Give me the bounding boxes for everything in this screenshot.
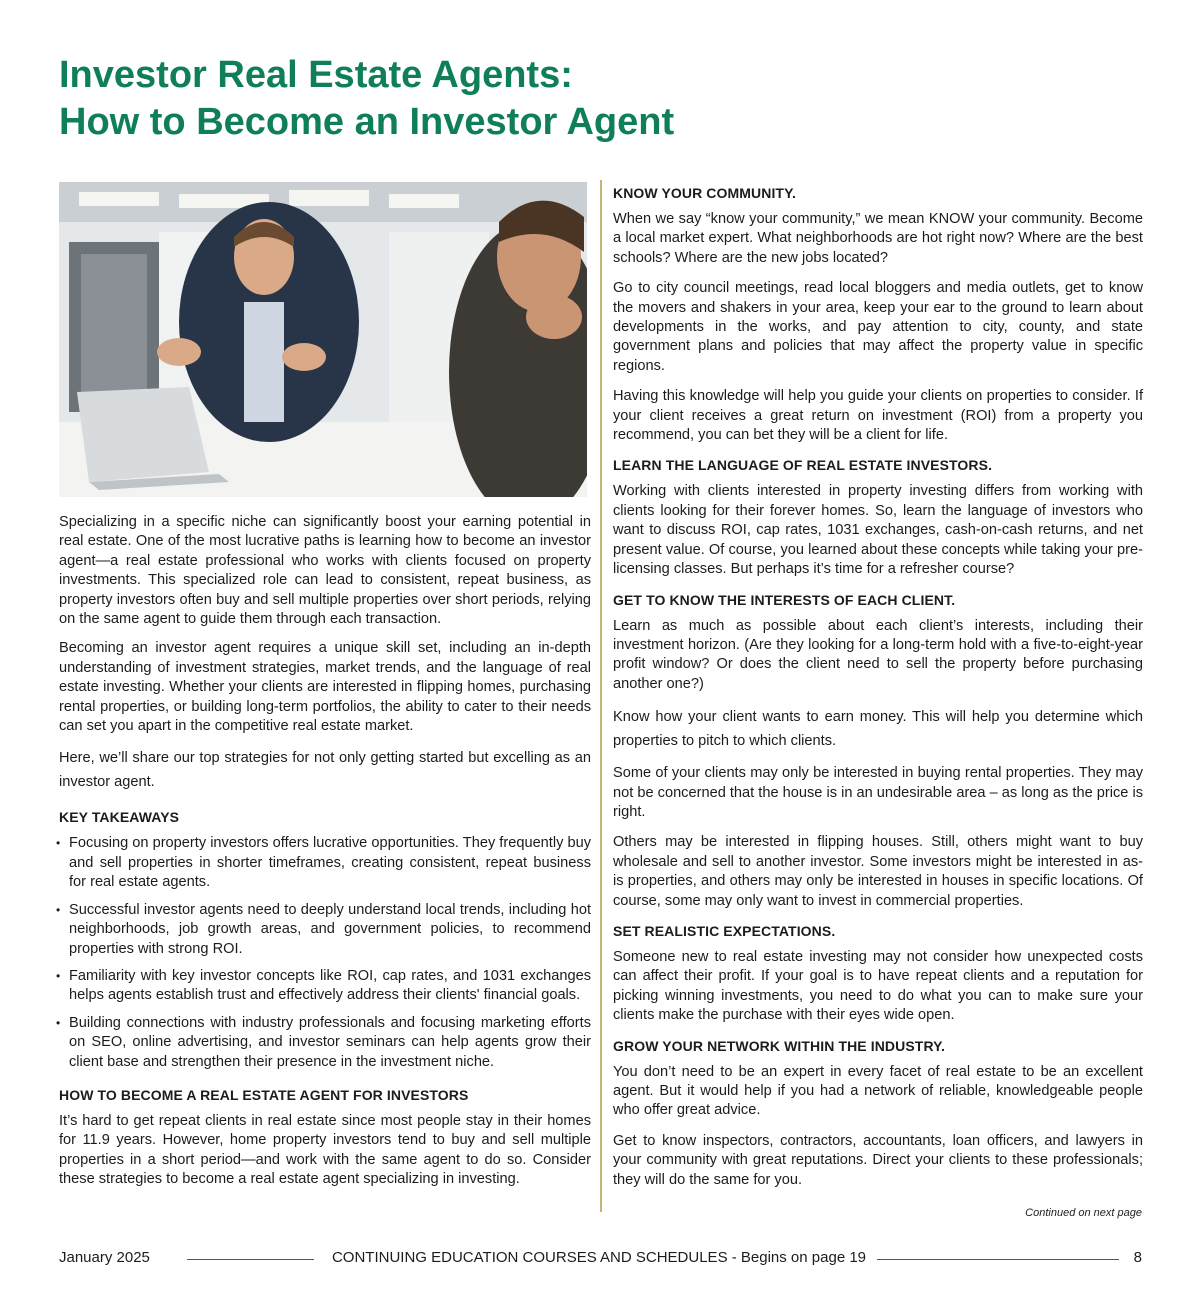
know-community-paragraph-2: Go to city council meetings, read local bloggers and media outlets, get to know the movers and shakers in your area, keep your ear to the ground to learn about developments in the works, and pay attention to city, county, and state government plans and policies that may affect the property value in specific regions. <box>613 280 1143 374</box>
key-takeaways-heading: KEY TAKEAWAYS <box>59 809 180 826</box>
know-community-paragraph-3: Having this knowledge will help you guide your clients on properties to consider. If your client receives a great return on investment (ROI) from a property you recommend, you can bet they will be a client for life. <box>613 388 1143 444</box>
client-interests-heading: GET TO KNOW THE INTERESTS OF EACH CLIENT. <box>613 591 956 608</box>
left-column <box>56 513 591 1200</box>
grow-network-heading: GROW YOUR NETWORK WITHIN THE INDUSTRY. <box>613 1037 946 1054</box>
right-column <box>613 180 1143 1201</box>
know-community-heading: KNOW YOUR COMMUNITY. <box>613 185 796 201</box>
title-line-1: Investor Real Estate Agents: <box>59 54 573 96</box>
footer-rule-right <box>877 1259 1119 1260</box>
takeaway-text: Familiarity with key investor concepts like ROI, cap rates, and 1031 exchanges helps agents establish trust and effectively address their clients' financial goals. <box>69 967 591 1004</box>
footer-center-text: CONTINUING EDUCATION COURSES AND SCHEDULES - Begins on page 19 <box>331 1249 867 1266</box>
client-interests-paragraph-3: Some of your clients may only be interested in buying rental properties. They may not be concerned that the house is in an undesirable area – as long as the price is right. <box>613 765 1143 820</box>
article-photo <box>59 182 587 497</box>
bullet-icon: • <box>56 1015 61 1030</box>
takeaway-item <box>56 967 591 1006</box>
bullet-icon: • <box>56 836 61 851</box>
client-interests-paragraph-2: Know how your client wants to earn money. This will help you determine which properties to pitch to which clients. <box>613 709 1143 750</box>
footer-date: January 2025 <box>59 1249 150 1266</box>
page-title <box>59 52 959 146</box>
footer-page-number: 8 <box>1133 1249 1142 1266</box>
learn-language-paragraph: Working with clients interested in property investing differs from working with clients looking for their forever homes. So, learn the language of investors who want to discuss ROI, cap rates, 1031 exchanges, cash-on-cash returns, and net present value. Of course, you learned about these concepts while taking your pre-licensing classes. But perhaps it’s time for a refresher course? <box>613 483 1143 578</box>
takeaway-text: Focusing on property investors offers lucrative opportunities. They frequently buy and sell properties in shorter timeframes, creating consistent, repeat business for real estate agents. <box>69 835 591 891</box>
how-to-become-paragraph: It’s hard to get repeat clients in real estate since most people stay in their homes for 11.9 years. However, home property investors tend to buy and sell multiple properties in a short period—and work with the same agent to do so. Consider these strategies to become a real estate agent specializing in investing. <box>59 1112 591 1188</box>
footer-rule-left <box>187 1259 314 1260</box>
takeaway-text: Building connections with industry professionals and focusing marketing efforts on SEO, online advertising, and investor seminars can help agents grow their client base and strengthen their presence in the investment niche. <box>69 1014 591 1070</box>
realistic-expectations-heading: SET REALISTIC EXPECTATIONS. <box>613 922 836 939</box>
learn-language-heading: LEARN THE LANGUAGE OF REAL ESTATE INVESTORS. <box>613 457 993 474</box>
takeaway-item <box>56 901 591 959</box>
takeaway-text: Successful investor agents need to deeply understand local trends, including hot neighborhoods, job growth areas, and government policies, to recommend properties with strong ROI. <box>69 901 591 957</box>
realistic-expectations-paragraph: Someone new to real estate investing may not consider how unexpected costs can affect their profit. If your goal is to have repeat clients and a reputation for picking winning investments, you need to do what you can to make sure your clients make the purchase with their eyes wide open. <box>613 948 1143 1024</box>
office-meeting-illustration <box>59 182 587 497</box>
column-divider <box>600 180 602 1212</box>
takeaway-item <box>56 1014 591 1072</box>
intro-paragraph-3: Here, we’ll share our top strategies for not only getting started but excelling as an investor agent. <box>59 750 591 791</box>
grow-network-paragraph-1: You don’t need to be an expert in every facet of real estate to be an excellent agent. But it would help if you had a network of reliable, knowledgeable people who offer great advice. <box>613 1063 1143 1119</box>
bullet-icon: • <box>56 902 61 917</box>
title-line-2: How to Become an Investor Agent <box>59 101 675 143</box>
takeaway-item <box>56 834 591 892</box>
client-interests-paragraph-1: Learn as much as possible about each client’s interests, including their investment horizon. (Are they looking for a long-term hold with a five-to-eight-year profit window? Or does the client need to sell the property before purchasing another one?) <box>613 617 1143 692</box>
intro-paragraph-2: Becoming an investor agent requires a unique skill set, including an in-depth understanding of investment strategies, market trends, and the language of real estate investing. Whether your clients are interested in flipping homes, purchasing rental properties, or building long-term portfolios, the ability to cater to their needs can set you apart in the competitive real estate market. <box>59 640 591 735</box>
how-to-become-heading: HOW TO BECOME A REAL ESTATE AGENT FOR INVESTORS <box>59 1086 469 1103</box>
bullet-icon: • <box>56 968 61 983</box>
key-takeaways-list <box>56 834 591 1071</box>
page-footer <box>59 1247 1142 1269</box>
know-community-paragraph-1: When we say “know your community,” we mean KNOW your community. Become a local market expert. What neighborhoods are hot right now? Where are the best schools? Where are the new jobs located? <box>613 211 1143 266</box>
client-interests-paragraph-4: Others may be interested in flipping houses. Still, others might want to buy wholesale and sell to another investor. Some investors might be interested in as-is properties, and others may only be interested in houses in specific locations. Of course, some may only want to invest in commercial properties. <box>613 834 1143 909</box>
intro-paragraph-1: Specializing in a specific niche can significantly boost your earning potential in real estate. One of the most lucrative paths is learning how to become an investor agent—a real estate professional who works with clients focused on property investments. This specialized role can lead to consistent, repeat business, as property investors often buy and sell multiple properties over short periods, relying on the same agent to guide them through each transaction. <box>59 514 591 628</box>
grow-network-paragraph-2: Get to know inspectors, contractors, accountants, loan officers, and lawyers in your community with great reputations. Direct your clients to these professionals; they will do the same for you. <box>613 1132 1143 1188</box>
continued-note: Continued on next page <box>1025 1207 1142 1219</box>
